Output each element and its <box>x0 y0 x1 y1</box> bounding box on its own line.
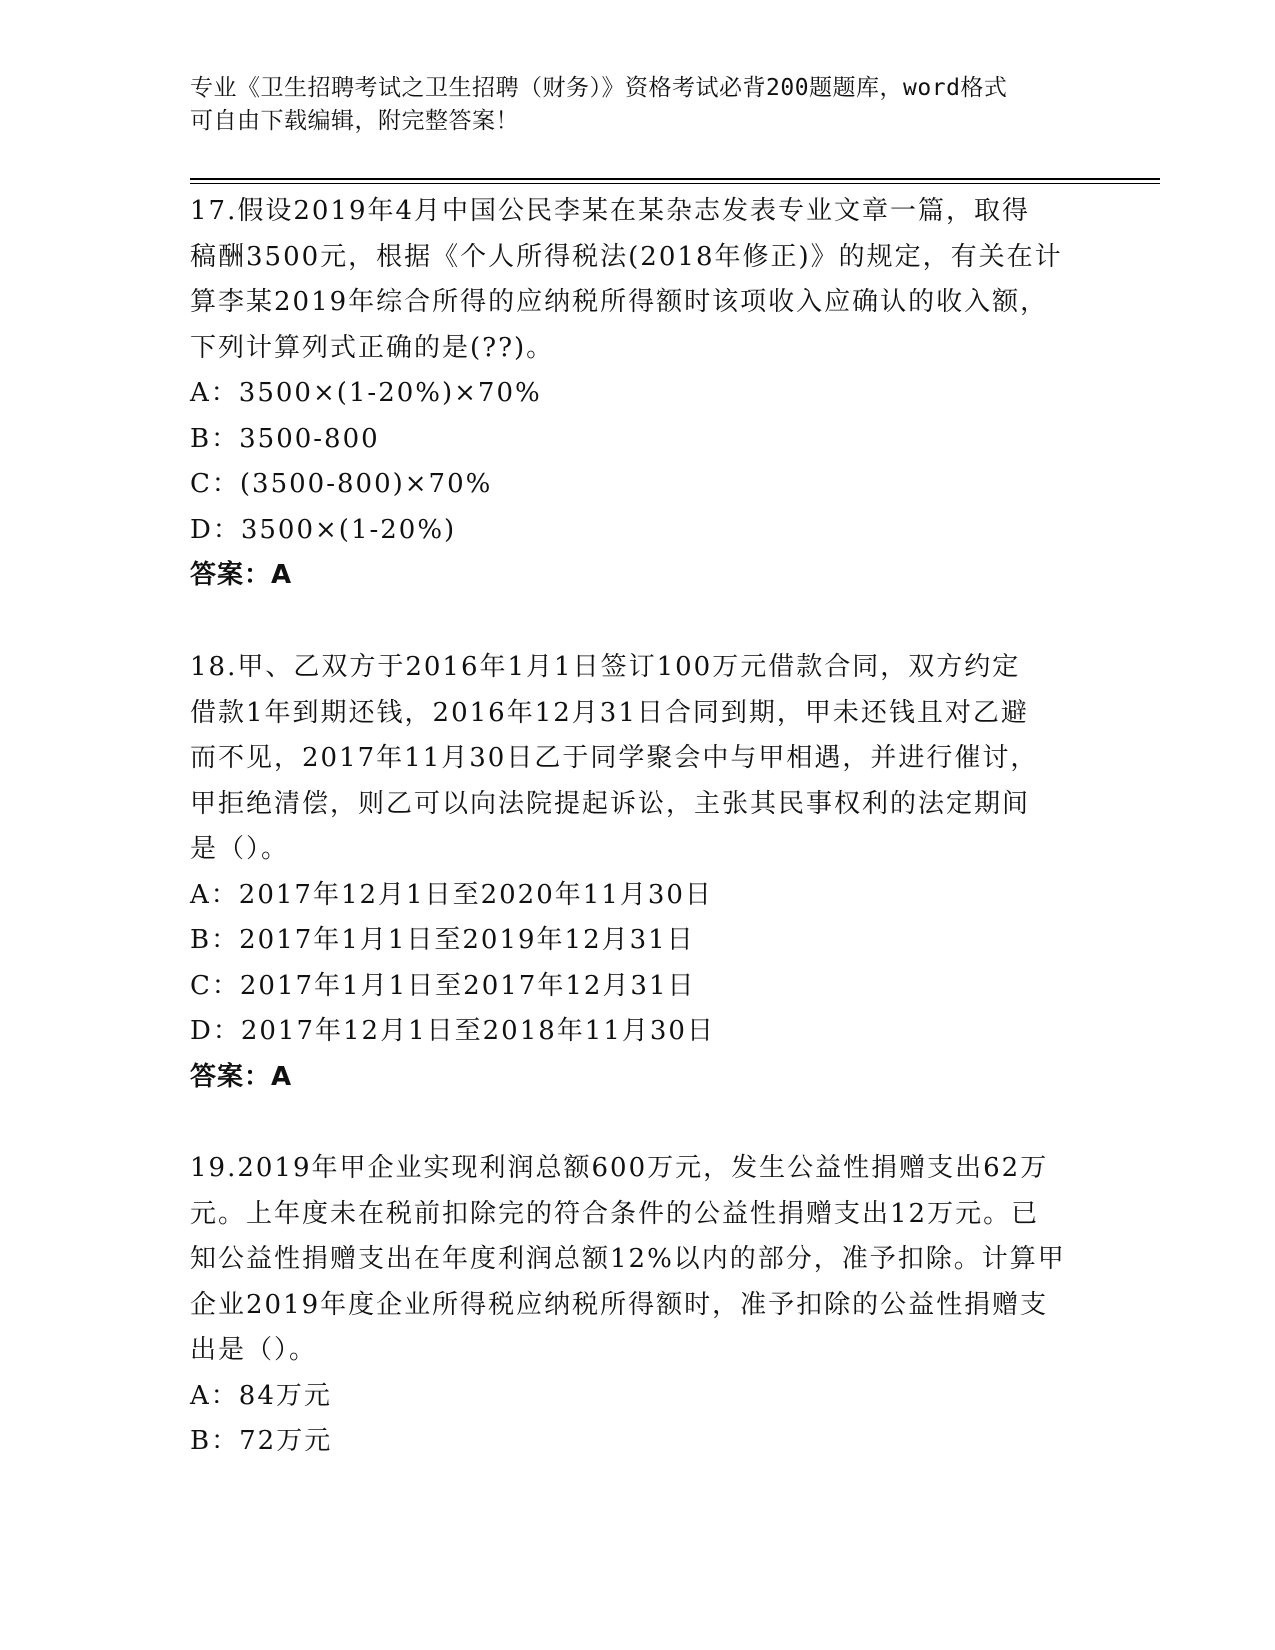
question-stem <box>190 1146 1090 1374</box>
stem-line: 知公益性捐赠支出在年度利润总额12%以内的部分，准予扣除。计算甲 <box>190 1244 1066 1274</box>
header-divider-thick <box>190 178 1160 180</box>
option-a: A：3500×(1-20%)×70% <box>190 378 542 408</box>
question-stem <box>190 189 1090 371</box>
header-title-line-2: 可自由下载编辑，附完整答案！ <box>190 108 519 134</box>
stem-line: 算李某2019年综合所得的应纳税所得额时该项收入应确认的收入额， <box>190 287 1049 317</box>
header-title-line-1: 专业《卫生招聘考试之卫生招聘（财务）》资格考试必背200题题库，word格式 <box>190 75 1008 101</box>
option-c: C：(3500-800)×70% <box>190 469 493 499</box>
option-a: A：2017年12月1日至2020年11月30日 <box>190 879 713 910</box>
stem-line: 出是（）。 <box>190 1335 318 1365</box>
stem-line: 19.2019年甲企业实现利润总额600万元，发生公益性捐赠支出62万 <box>190 1153 1049 1183</box>
answer-label: 答案：A <box>190 1061 293 1092</box>
stem-line: 借款1年到期还钱，2016年12月31日合同到期，甲未还钱且对乙避 <box>190 697 1029 728</box>
option-d: D：2017年12月1日至2018年11月30日 <box>190 1016 715 1046</box>
question-stem <box>190 645 1090 873</box>
question-17 <box>190 189 1090 599</box>
stem-line: 17.假设2019年4月中国公民李某在某杂志发表专业文章一篇，取得 <box>190 196 1031 226</box>
question-18 <box>190 645 1090 1100</box>
document-header <box>190 72 1070 138</box>
option-d: D：3500×(1-20%) <box>190 514 457 545</box>
stem-line: 是（）。 <box>190 834 290 864</box>
option-b: B：3500-800 <box>190 423 380 454</box>
stem-line: 18.甲、乙双方于2016年1月1日签订100万元借款合同，双方约定 <box>190 652 1021 682</box>
answer-label: 答案：A <box>190 560 293 590</box>
option-b: B：72万元 <box>190 1426 333 1456</box>
option-c: C：2017年1月1日至2017年12月31日 <box>190 970 696 1001</box>
stem-line: 企业2019年度企业所得税应纳税所得额时，准予扣除的公益性捐赠支 <box>190 1289 1049 1320</box>
header-divider-thin <box>190 183 1160 184</box>
stem-line: 而不见，2017年11月30日乙于同学聚会中与甲相遇，并进行催讨， <box>190 743 1039 773</box>
stem-line: 下列计算列式正确的是(??)。 <box>190 332 555 363</box>
stem-line: 稿酬3500元，根据《个人所得税法(2018年修正)》的规定，有关在计 <box>190 241 1063 272</box>
option-a: A：84万元 <box>190 1380 332 1411</box>
option-b: B：2017年1月1日至2019年12月31日 <box>190 925 695 955</box>
stem-line: 元。上年度未在税前扣除完的符合条件的公益性捐赠支出12万元。已 <box>190 1198 1040 1229</box>
question-19 <box>190 1146 1090 1465</box>
stem-line: 甲拒绝清偿，则乙可以向法院提起诉讼，主张其民事权利的法定期间 <box>190 788 1031 819</box>
